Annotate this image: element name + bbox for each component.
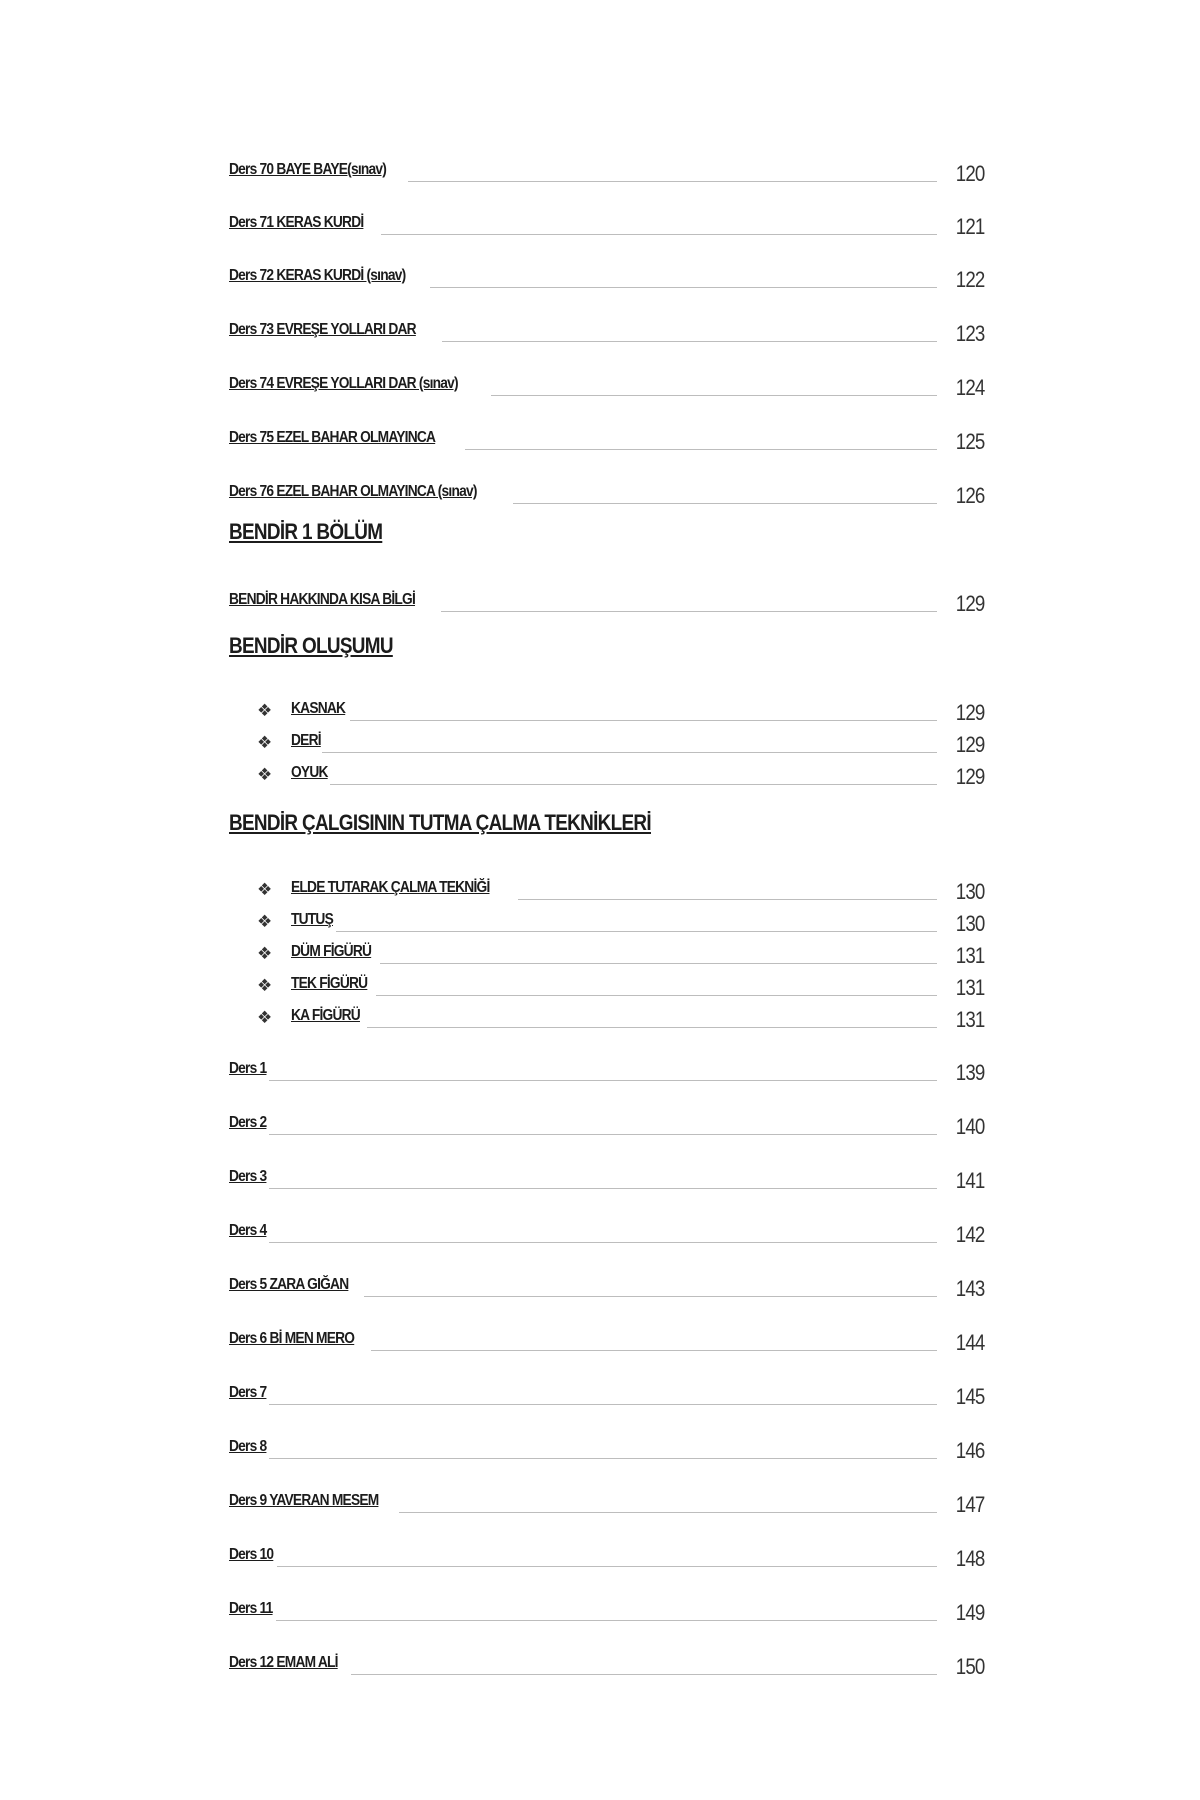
toc-page-number: 149: [955, 1600, 985, 1625]
diamond-bullet-icon: ❖: [257, 765, 273, 784]
toc-entry[interactable]: [229, 1044, 983, 1084]
toc-entry-label: Ders 5 ZARA GIĞAN: [229, 1276, 349, 1293]
toc-entry-label: Ders 4: [229, 1222, 267, 1239]
dotted-leader: [276, 1620, 937, 1621]
toc-page-number: 129: [955, 732, 985, 757]
toc-entry-label: Ders 11: [229, 1600, 273, 1617]
toc-entry[interactable]: [229, 251, 983, 291]
toc-page-number: 131: [955, 1007, 985, 1032]
dotted-leader: [269, 1242, 937, 1243]
toc-entry[interactable]: [229, 1368, 983, 1408]
toc-page-number: 131: [955, 975, 985, 1000]
toc-entry-label: KASNAK: [291, 700, 346, 717]
dotted-leader: [277, 1566, 937, 1567]
toc-entry-label: TUTUŞ: [291, 911, 334, 928]
toc-entry-label: Ders 12 EMAM ALİ: [229, 1654, 338, 1671]
toc-entry-label: Ders 2: [229, 1114, 267, 1131]
section-heading-calma-teknikleri: BENDİR ÇALGISININ TUTMA ÇALMA TEKNİKLERİ: [229, 810, 651, 835]
toc-entry[interactable]: [229, 467, 983, 507]
toc-entry[interactable]: [229, 305, 983, 345]
toc-entry-label: Ders 1: [229, 1060, 267, 1077]
dotted-leader: [399, 1512, 937, 1513]
toc-entry-label: TEK FİGÜRÜ: [291, 975, 368, 992]
toc-entry[interactable]: [229, 198, 983, 238]
dotted-leader: [430, 287, 937, 288]
toc-entry-label: DERİ: [291, 732, 321, 749]
toc-entry[interactable]: [229, 1476, 983, 1516]
dotted-leader: [371, 1350, 937, 1351]
toc-entry-label: Ders 72 KERAS KURDİ (sınav): [229, 267, 406, 284]
diamond-bullet-icon: ❖: [257, 701, 273, 720]
dotted-leader: [381, 234, 937, 235]
dotted-leader: [408, 181, 937, 182]
toc-entry-label: ELDE TUTARAK ÇALMA TEKNİĞİ: [291, 879, 490, 896]
toc-entry-label: OYUK: [291, 764, 328, 781]
toc-page-number: 139: [955, 1060, 985, 1085]
toc-page-number: 130: [955, 911, 985, 936]
toc-entry-label: KA FİGÜRÜ: [291, 1007, 360, 1024]
dotted-leader: [269, 1134, 937, 1135]
diamond-bullet-icon: ❖: [257, 944, 273, 963]
toc-entry[interactable]: [229, 413, 983, 453]
toc-page-number: 129: [955, 700, 985, 725]
toc-page-number: 126: [955, 483, 985, 508]
toc-entry-label: Ders 3: [229, 1168, 267, 1185]
diamond-bullet-icon: ❖: [257, 880, 273, 899]
toc-entry[interactable]: [229, 1584, 983, 1624]
dotted-leader: [351, 1674, 937, 1675]
toc-entry-label: DÜM FİGÜRÜ: [291, 943, 372, 960]
toc-page-number: 148: [955, 1546, 985, 1571]
toc-entry-label: Ders 7: [229, 1384, 267, 1401]
toc-entry-label: Ders 74 EVREŞE YOLLARI DAR (sınav): [229, 375, 458, 392]
toc-entry-label: Ders 9 YAVERAN MESEM: [229, 1492, 379, 1509]
diamond-bullet-icon: ❖: [257, 733, 273, 752]
dotted-leader: [465, 449, 937, 450]
toc-page-number: 147: [955, 1492, 985, 1517]
dotted-leader: [364, 1296, 937, 1297]
toc-page-number: 120: [955, 161, 985, 186]
toc-page-number: 130: [955, 879, 985, 904]
diamond-bullet-icon: ❖: [257, 976, 273, 995]
toc-subentry[interactable]: [257, 991, 983, 1031]
toc-page-number: 125: [955, 429, 985, 454]
toc-entry[interactable]: [229, 359, 983, 399]
toc-page-number: 144: [955, 1330, 985, 1355]
toc-page-number: 150: [955, 1654, 985, 1679]
toc-page-number: 131: [955, 943, 985, 968]
dotted-leader: [269, 1404, 937, 1405]
toc-entry[interactable]: [229, 1314, 983, 1354]
toc-entry[interactable]: [229, 1422, 983, 1462]
dotted-leader: [491, 395, 937, 396]
toc-entry-label: Ders 70 BAYE BAYE(sınav): [229, 161, 387, 178]
toc-entry[interactable]: [229, 1152, 983, 1192]
diamond-bullet-icon: ❖: [257, 912, 273, 931]
toc-entry-label: Ders 75 EZEL BAHAR OLMAYINCA: [229, 429, 436, 446]
diamond-bullet-icon: ❖: [257, 1008, 273, 1027]
toc-entry[interactable]: [229, 575, 983, 615]
toc-entry[interactable]: [229, 1638, 983, 1678]
toc-page-number: 129: [955, 764, 985, 789]
dotted-leader: [269, 1458, 937, 1459]
toc-entry-label: Ders 10: [229, 1546, 274, 1563]
toc-entry[interactable]: [229, 1530, 983, 1570]
dotted-leader: [330, 784, 937, 785]
toc-entry-label: Ders 76 EZEL BAHAR OLMAYINCA (sınav): [229, 483, 477, 500]
section-heading-bendir-1-bolum: BENDİR 1 BÖLÜM: [229, 519, 383, 544]
toc-entry[interactable]: [229, 1098, 983, 1138]
dotted-leader: [269, 1188, 937, 1189]
toc-page-number: 142: [955, 1222, 985, 1247]
toc-page-number: 124: [955, 375, 985, 400]
toc-page-number: 141: [955, 1168, 985, 1193]
toc-page-number: 121: [955, 214, 985, 239]
section-heading-bendir-olusumu: BENDİR OLUŞUMU: [229, 633, 393, 658]
dotted-leader: [441, 611, 937, 612]
toc-page-number: 123: [955, 321, 985, 346]
toc-entry[interactable]: [229, 145, 983, 185]
toc-page-number: 129: [955, 591, 985, 616]
toc-entry-label: BENDİR HAKKINDA KISA BİLGİ: [229, 591, 416, 608]
dotted-leader: [513, 503, 937, 504]
toc-page-number: 122: [955, 267, 985, 292]
toc-entry-label: Ders 71 KERAS KURDİ: [229, 214, 364, 231]
dotted-leader: [367, 1027, 937, 1028]
toc-page-number: 146: [955, 1438, 985, 1463]
toc-page-number: 143: [955, 1276, 985, 1301]
toc-entry-label: Ders 8: [229, 1438, 267, 1455]
toc-entry-label: Ders 6 Bİ MEN MERO: [229, 1330, 355, 1347]
toc-subentry[interactable]: [257, 748, 983, 788]
toc-entry[interactable]: [229, 1206, 983, 1246]
dotted-leader: [269, 1080, 937, 1081]
toc-page-number: 145: [955, 1384, 985, 1409]
dotted-leader: [442, 341, 937, 342]
toc-entry[interactable]: [229, 1260, 983, 1300]
toc-entry-label: Ders 73 EVREŞE YOLLARI DAR: [229, 321, 416, 338]
toc-page-number: 140: [955, 1114, 985, 1139]
